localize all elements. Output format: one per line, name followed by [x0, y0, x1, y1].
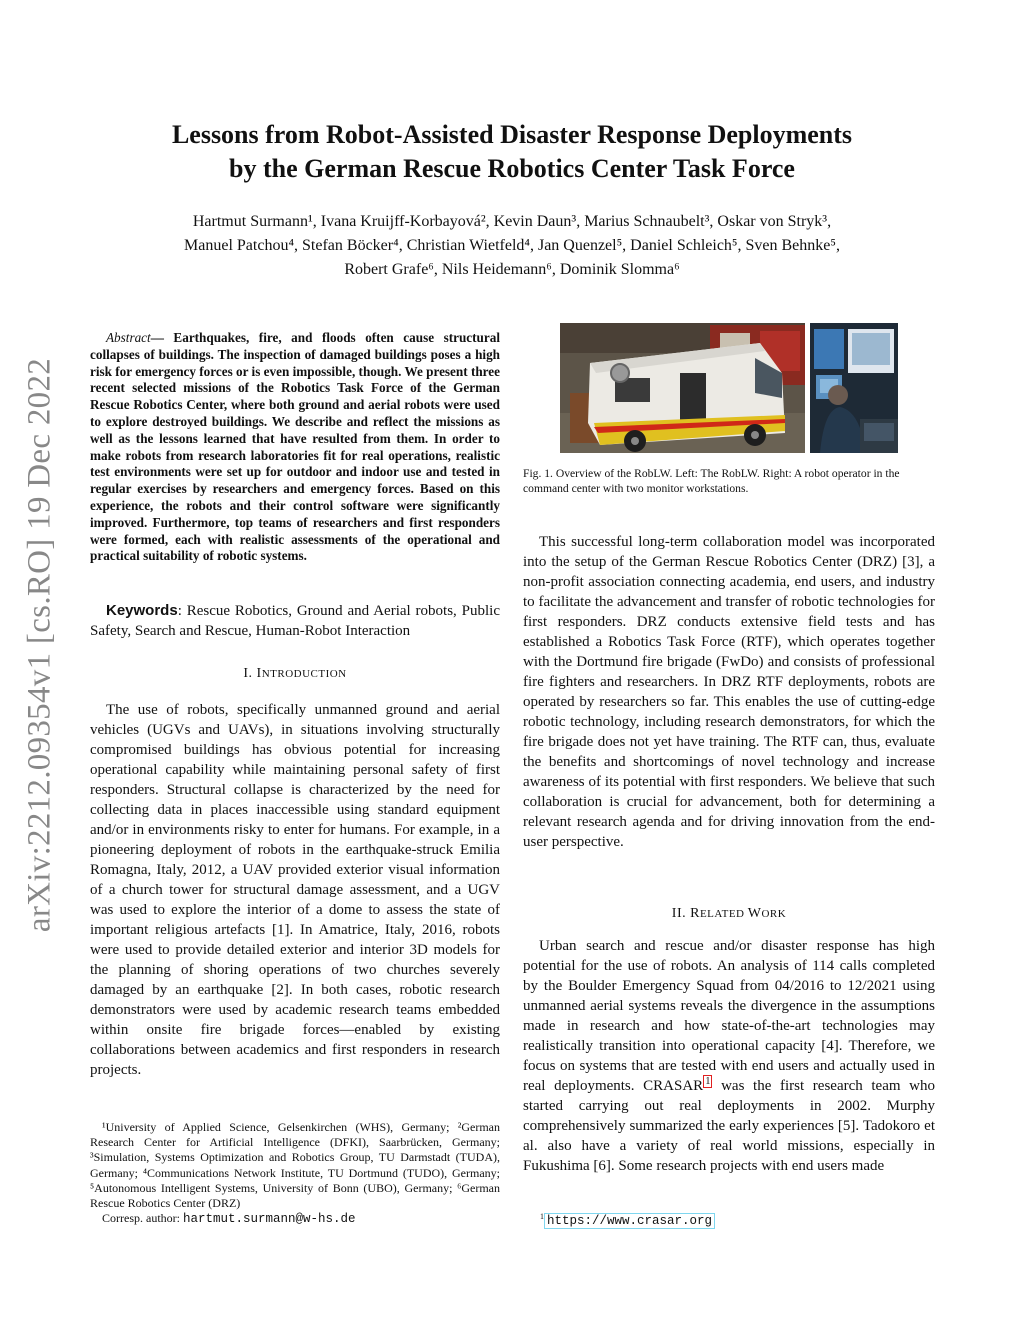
keywords-text: : Rescue Robotics, Ground and Aerial robots, Public Safety, Search and Rescue, Human-Robot Interaction: [90, 603, 500, 639]
crasar-footnote: $^1$ https://www.crasar.org: [540, 1212, 715, 1229]
paper-title: [120, 118, 904, 186]
keywords-label: Keywords: [106, 602, 178, 619]
authors-line-1: Hartmut Surmann¹, Ivana Kruijff-Korbayová², Kevin Daun³, Marius Schnaubelt³, Oskar von Stryk³,: [192, 213, 832, 230]
abstract-label: Abstract: [106, 330, 151, 345]
corresponding-author: Corresp. author: hartmut.surmann@w-hs.de: [102, 1211, 356, 1227]
section-heading-introduction: I. INTRODUCTION: [243, 666, 347, 681]
authors-line-2: Manuel Patchou⁴, Stefan Böcker⁴, Christian Wietfeld⁴, Jan Quenzel⁵, Daniel Schleich⁵, Sven Behnke⁵,: [184, 237, 840, 254]
affiliations-text: ¹University of Applied Science, Gelsenkirchen (WHS), Germany; ²German Research Center for Artificial Intelligence (DFKI), Saarbrücken, Germany; ³Simulation, Systems Optimization and Robotics Group, TU Darmstadt (TUDA), Germany; ⁴Communications Network Institute, TU Dortmund (TUDO), Germany; ⁵Autonomous Intelligent Systems, University of Bonn (UBO), Germany; ⁶German Rescue Robotics Center (DRZ): [90, 1120, 500, 1211]
figure-robot-operator: [810, 323, 898, 453]
roblw-vehicle-image: [560, 323, 805, 453]
keywords: [90, 601, 500, 641]
command-center-image: [810, 323, 898, 453]
abstract-text: — Earthquakes, fire, and floods often cause structural collapses of buildings. The inspection of damaged buildings poses a high risk for emergency forces or is even impossible, though. We present three recent selected missions of the Robotics Task Force of the German Rescue Robotics Center, where both ground and aerial robots were used to explore destroyed buildings. We describe and reflect the missions as well as the lessons learned that have resulted from them. In order to make robots from research laboratories fit for real operations, realistic test environments were set up for outdoor and indoor use and tested in regular exercises by researchers and emergency forces. Based on this experience, the robots and their control software were significantly improved. Furthermore, top teams of researchers and first responders were formed, each with realistic assessments of the operational and practical suitability of robotic systems.: [90, 330, 500, 564]
section-heading-related-work: II. RELATED WORK: [671, 906, 787, 921]
crasar-url-link[interactable]: https://www.crasar.org: [544, 1213, 715, 1229]
drz-paragraph: This successful long-term collaboration model was incorporated into the setup of the German Rescue Robotics Center (DRZ) [3], a non-profit association connecting academia, end users, and industry to facilitate the advancement and transfer of robotic technologies for first responders. DRZ conducts extensive field tests and has established a Robotics Task Force (RTF), which operates together with the Dortmund fire brigade (FwDo) and consists of professional fire fighters and researchers. In DRZ RTF deployments, robots are operated by researchers so far. This enables the use of cutting-edge robotic technology, including research demonstrators, for which the fire brigade does not yet have training. The RTF can, thus, evaluate the benefits and shortcomings of novel technology and increase awareness of its potential with first responders. We believe that such collaboration is crucial for advancement, both for determining a relevant research agenda and for driving innovation from the end-user perspective.: [523, 534, 935, 850]
intro-paragraph: The use of robots, specifically unmanned ground and aerial vehicles (UGVs and UAVs), in situations involving structurally compromised buildings has obvious potential for increasing operational capability while maintaining personal safety of first responders. Structural collapse is characterized by the need for collecting data in places inaccessible using standard equipment and/or in environments risky to enter for humans. For example, in a pioneering deployment of robots in the earthquake-struck Emilia Romagna, Italy, 2012, a UAV provided exterior visual information of a church tower for structural damage assessment, and a UGV was used to explore the interior of a dome to assess the state of important religious artefacts [1]. In Amatrice, Italy, 2016, robots were used to provide detailed exterior and interior 3D models for the planning of shoring operations of two churches severely damaged by an earthquake [2]. In both cases, robotic research demonstrators were used by academic research teams embedded within onsite fire brigade forces—enabled by existing collaborations between academics and first responders in research projects.: [90, 702, 500, 1078]
corresponding-email: hartmut.surmann@w-hs.de: [182, 1212, 356, 1227]
title-line-1: Lessons from Robot-Assisted Disaster Response Deployments: [171, 120, 853, 149]
related-work-paragraph: Urban search and rescue and/or disaster response has high potential for the use of robots. An analysis of 114 calls completed by the Boulder Emergency Squad from 04/2016 to 12/2021 using unmanned aerial systems reveals the divergence in the assumptions made in research and how state-of-the-art technologies may realistically transition into operational capacity [4]. Therefore, we focus on systems that are tested with end users and actually used in real deployments. CRASAR $^1$ was the first research team who started carrying out real deployments in 2002. Murphy comprehensively summarized the early experiences [5]. Tadokoro et al. also have a variety of real world missions, especially in Fukushima [6]. Some research projects with end users made: [523, 938, 936, 1174]
arxiv-stamp: arXiv:2212.09354v1 [cs.RO] 19 Dec 2022: [21, 357, 58, 933]
authors-line-3: Robert Grafe⁶, Nils Heidemann⁶, Dominik Slomma⁶: [344, 261, 680, 278]
affiliations-footnote: [90, 1120, 500, 1227]
abstract: [90, 330, 500, 565]
figure-caption: Fig. 1. Overview of the RobLW. Left: The RobLW. Right: A robot operator in the command center with two monitor workstations.: [523, 467, 900, 495]
title-line-2: by the German Rescue Robotics Center Task Force: [229, 154, 795, 183]
figure-roblw-vehicle: [560, 323, 805, 453]
author-list: [100, 210, 924, 282]
footnote-link-crasar[interactable]: 1: [705, 1076, 711, 1087]
